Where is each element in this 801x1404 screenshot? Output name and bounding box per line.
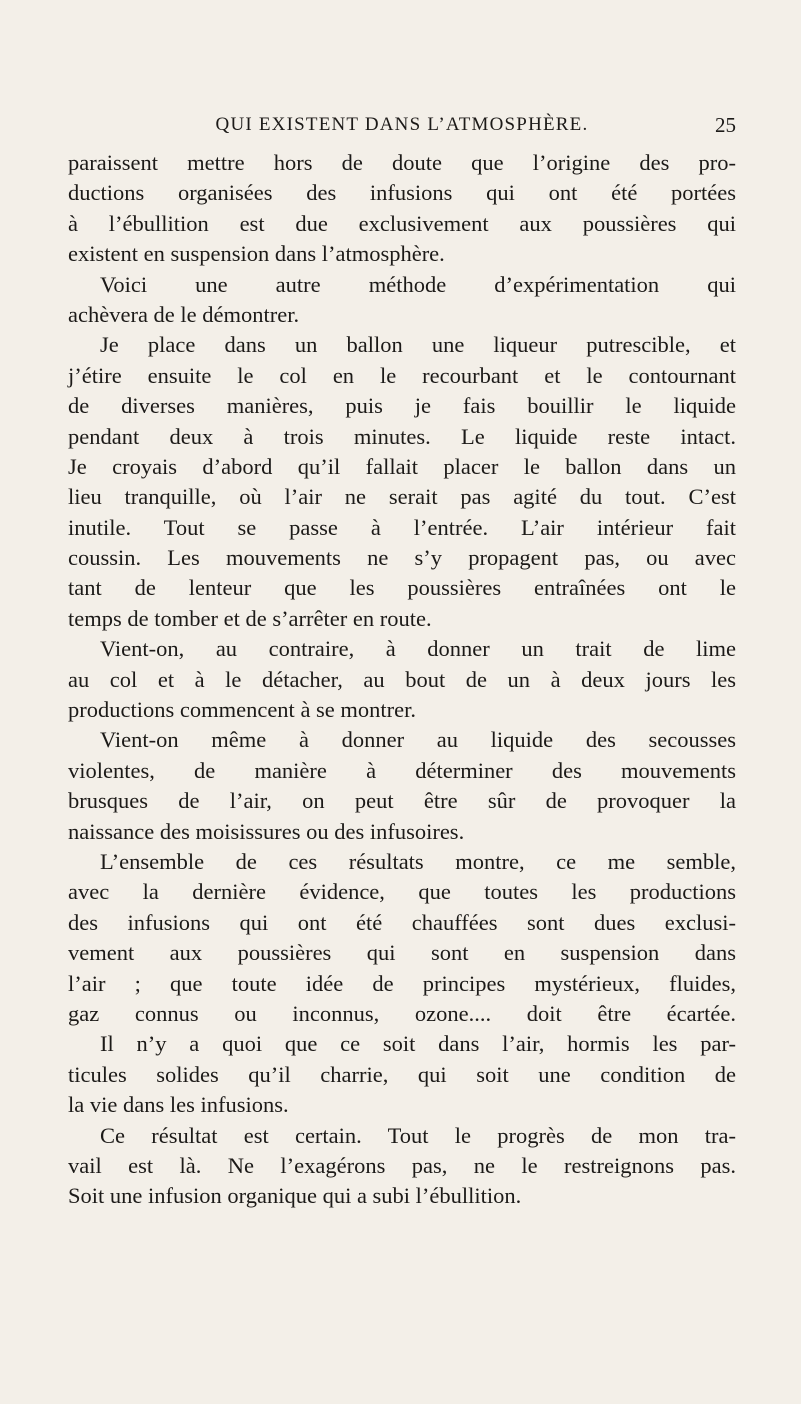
text-line: vail est là. Ne l’exagérons pas, ne le restreignons pas.: [68, 1152, 736, 1178]
text-line: tant de lenteur que les poussières entraînées ont le: [68, 575, 736, 601]
text-line: vement aux poussières qui sont en suspension dans: [68, 940, 736, 966]
text-line: Ce résultat est certain. Tout le progrès de mon tra-: [100, 1122, 736, 1148]
text-line: lieu tranquille, où l’air ne serait pas agité du tout. C’est: [68, 484, 736, 510]
text-line: naissance des moisissures ou des infusoires.: [68, 818, 465, 844]
text-line: achèvera de le démontrer.: [68, 301, 300, 327]
text-line: temps de tomber et de s’arrêter en route.: [68, 605, 432, 631]
running-head: [68, 111, 736, 139]
text-line: au col et à le détacher, au bout de un à deux jours les: [68, 666, 736, 692]
text-line: pendant deux à trois minutes. Le liquide reste intact.: [68, 423, 736, 449]
text-line: brusques de l’air, on peut être sûr de provoquer la: [68, 788, 736, 814]
text-line: Vient-on même à donner au liquide des secousses: [100, 727, 736, 753]
text-line: des infusions qui ont été chauffées sont dues exclusi-: [68, 909, 736, 935]
page-number: 25: [715, 113, 736, 137]
running-title: QUI EXISTENT DANS L’ATMOSPHÈRE.: [215, 114, 589, 135]
text-line: violentes, de manière à déterminer des mouvements: [68, 757, 736, 783]
text-line: productions commencent à se montrer.: [68, 697, 417, 723]
text-line: Soit une infusion organique qui a subi l’ébullition.: [68, 1183, 522, 1209]
text-line: Je place dans un ballon une liqueur putrescible, et: [100, 332, 736, 358]
text-line: avec la dernière évidence, que toutes les productions: [68, 879, 736, 905]
text-line: ductions organisées des infusions qui ont été portées: [68, 180, 736, 206]
body-text: [68, 148, 736, 1212]
text-line: Voici une autre méthode d’expérimentation qui: [100, 271, 736, 297]
text-line: de diverses manières, puis je fais bouillir le liquide: [68, 393, 736, 419]
text-line: inutile. Tout se passe à l’entrée. L’air intérieur fait: [68, 514, 736, 540]
text-line: à l’ébullition est due exclusivement aux poussières qui: [68, 210, 736, 236]
text-line: l’air ; que toute idée de principes mystérieux, fluides,: [68, 970, 736, 996]
text-line: coussin. Les mouvements ne s’y propagent pas, ou avec: [68, 545, 736, 571]
text-line: Il n’y a quoi que ce soit dans l’air, hormis les par-: [100, 1031, 736, 1057]
text-line: la vie dans les infusions.: [68, 1092, 289, 1118]
text-line: existent en suspension dans l’atmosphère.: [68, 241, 445, 267]
text-line: paraissent mettre hors de doute que l’origine des pro-: [68, 150, 736, 175]
text-line: L’ensemble de ces résultats montre, ce me semble,: [100, 848, 736, 874]
text-line: Vient-on, au contraire, à donner un trait de lime: [100, 636, 736, 662]
text-line: gaz connus ou inconnus, ozone.... doit être écartée.: [68, 1000, 736, 1026]
text-line: j’étire ensuite le col en le recourbant et le contournant: [68, 362, 736, 388]
text-line: Je croyais d’abord qu’il fallait placer le ballon dans un: [68, 453, 736, 479]
text-line: ticules solides qu’il charrie, qui soit une condition de: [68, 1061, 736, 1087]
